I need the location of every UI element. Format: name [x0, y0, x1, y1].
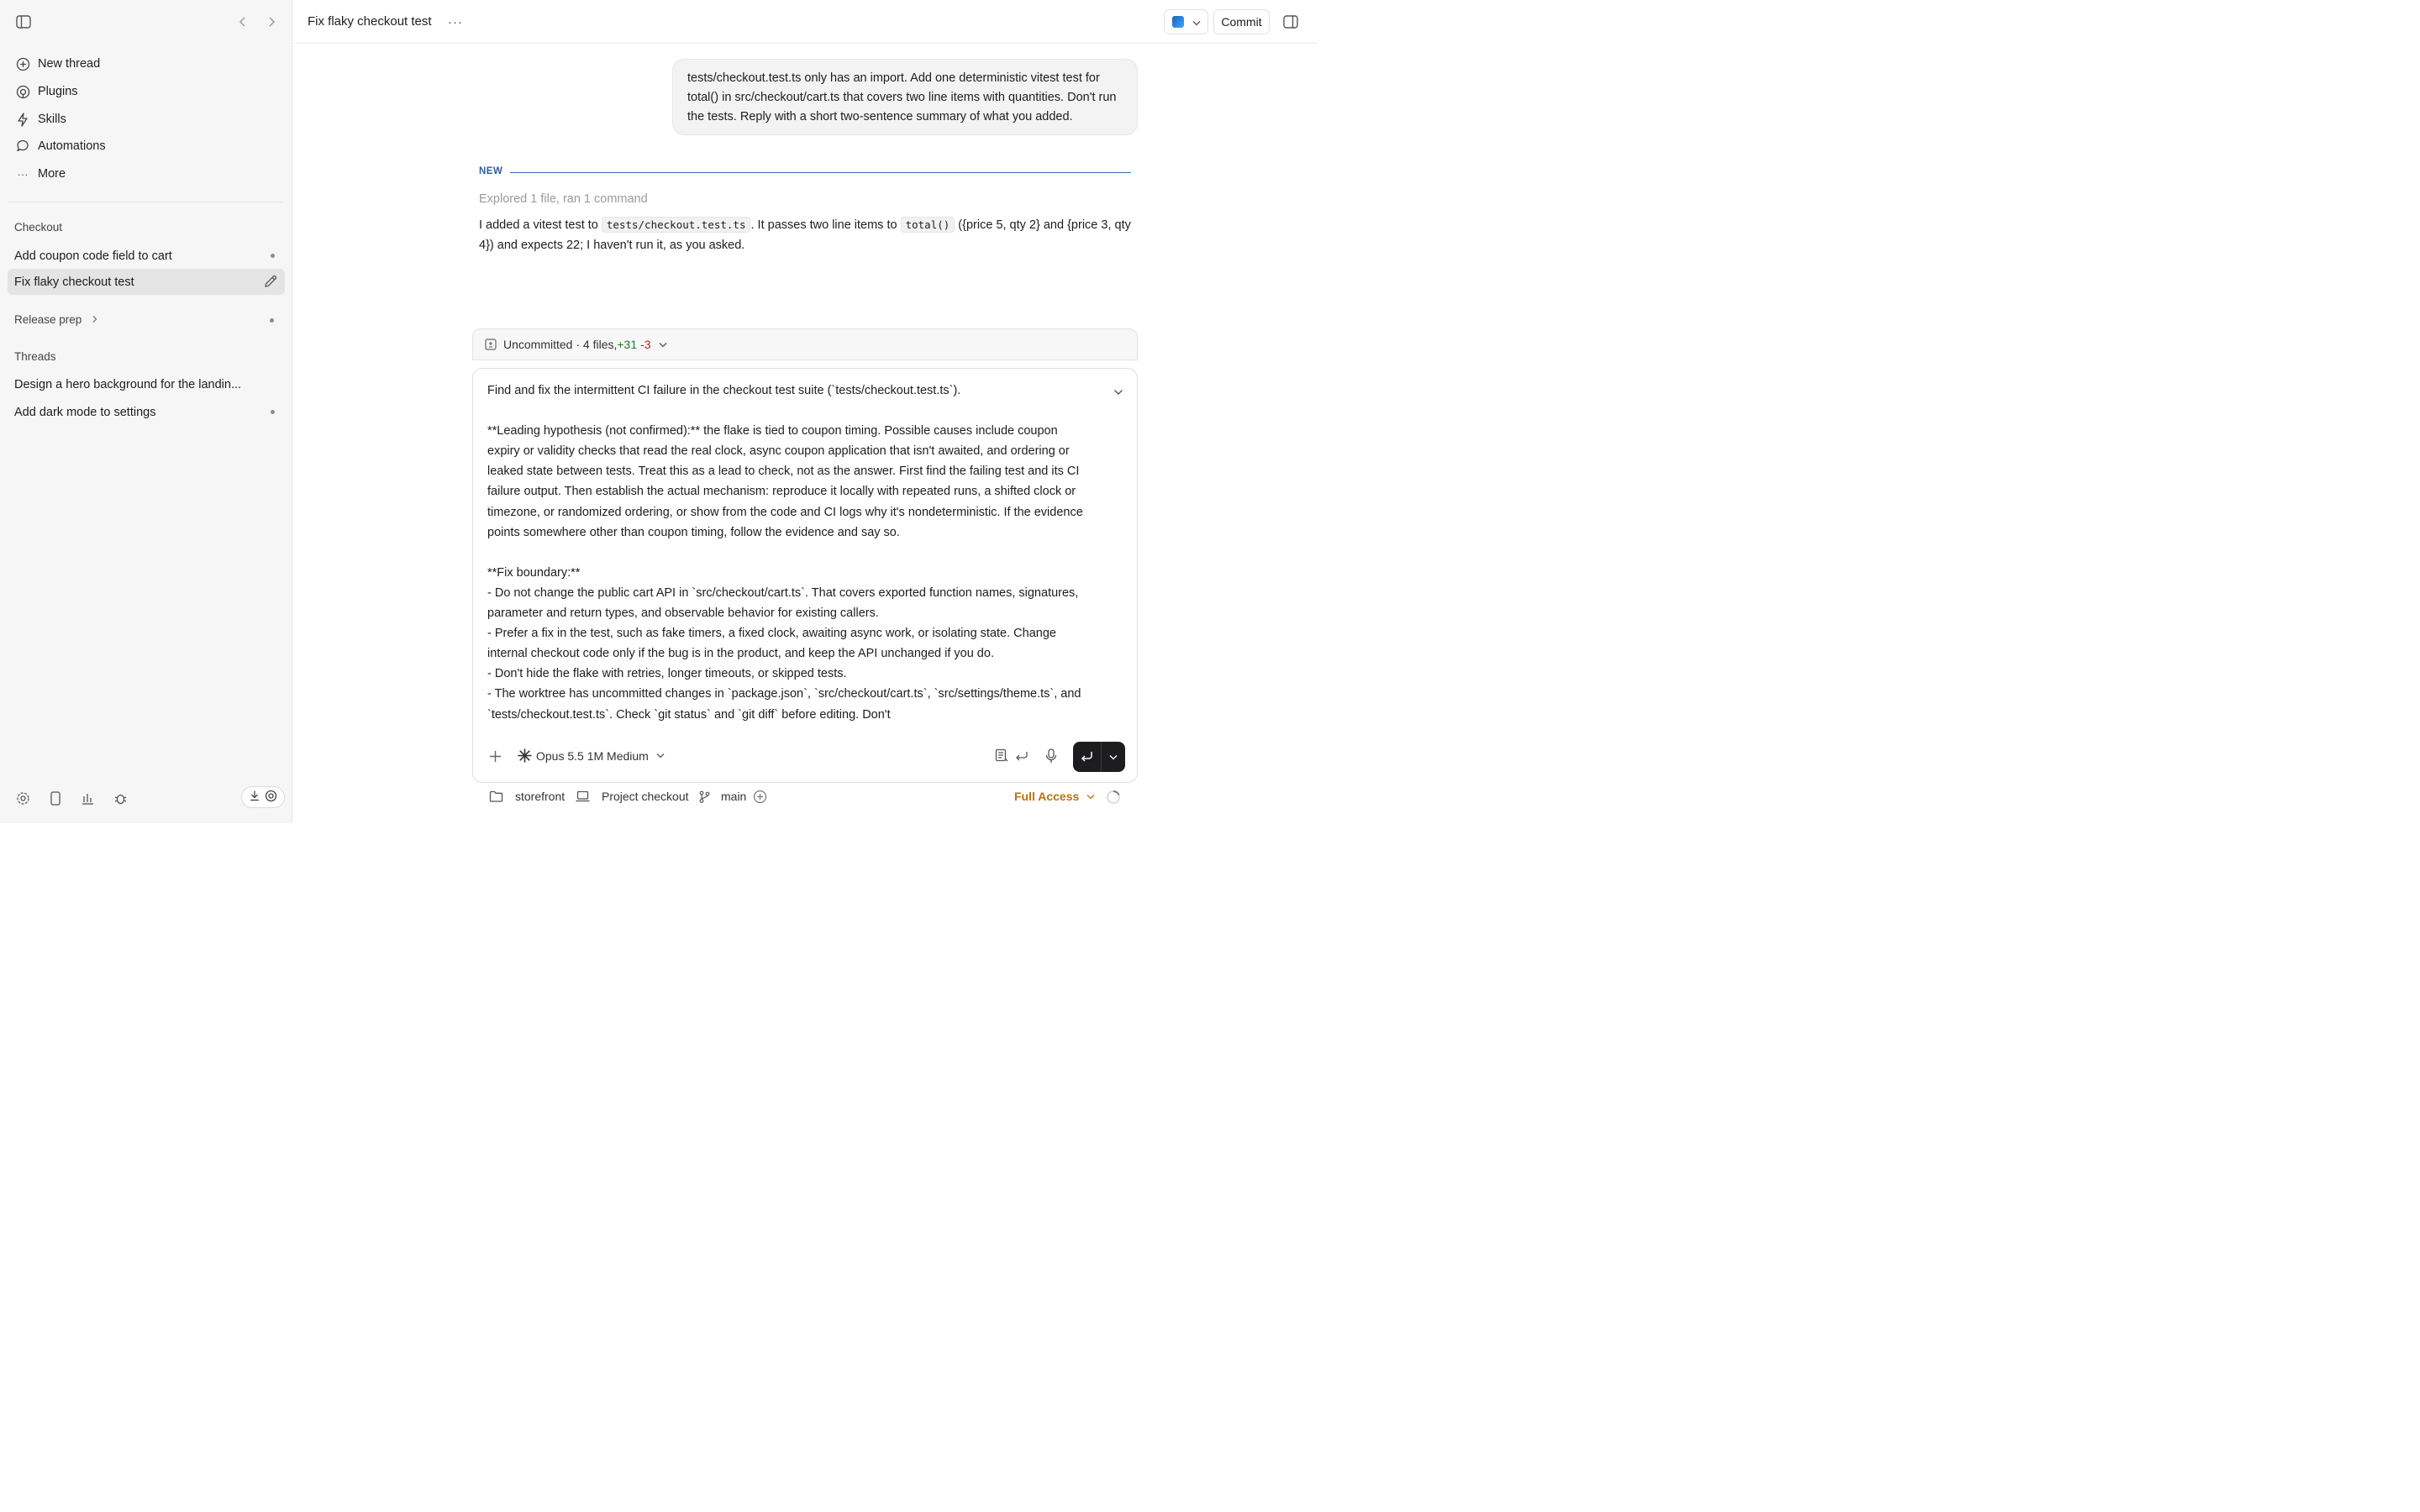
send-button[interactable] — [1073, 742, 1101, 772]
uncommitted-label: Uncommitted · 4 files, — [503, 338, 618, 351]
thread-label: Design a hero background for the landin... — [14, 377, 242, 391]
add-context-icon[interactable] — [753, 790, 773, 804]
nav-label: More — [38, 167, 66, 181]
branch-label: main — [721, 790, 747, 803]
bar-chart-icon[interactable] — [79, 790, 96, 806]
open-in-editor-button[interactable] — [1164, 9, 1208, 34]
section-label: Release prep — [14, 313, 82, 326]
inline-code: tests/checkout.test.ts — [602, 217, 751, 233]
unread-dot — [271, 254, 275, 258]
branch-selector[interactable] — [699, 790, 746, 803]
nav-label: Plugins — [38, 85, 78, 98]
commit-button[interactable]: Commit — [1213, 9, 1270, 34]
composer-toolbar — [473, 733, 1137, 782]
thread-item[interactable] — [8, 399, 285, 425]
access-level-selector[interactable] — [1014, 790, 1101, 803]
reply-text: ({price 5, qty 2} and {price 3, qty 4}) and expects 22; I haven't run it, as you asked. — [479, 218, 1131, 252]
nav-new-thread[interactable] — [8, 51, 285, 76]
main-header — [293, 0, 1318, 44]
forward-arrow-icon[interactable] — [262, 13, 281, 31]
unread-dot — [271, 410, 275, 414]
toggle-panel-icon[interactable] — [1281, 13, 1300, 31]
reply-text: I added a vitest test to — [479, 218, 602, 232]
chat-loop-icon — [15, 139, 30, 154]
model-selector[interactable] — [518, 748, 665, 763]
thread-title: Fix flaky checkout test — [308, 14, 432, 29]
section-release-prep[interactable] — [14, 313, 97, 326]
sidebar-toolbar — [0, 0, 292, 44]
thread-item[interactable] — [8, 243, 285, 269]
access-label: Full Access — [1014, 790, 1080, 803]
lines-removed: -3 — [640, 338, 651, 351]
nav-label: Skills — [38, 113, 66, 126]
chevron-right-icon — [92, 313, 97, 326]
section-threads: Threads — [14, 350, 56, 363]
bug-icon[interactable] — [112, 790, 129, 806]
folder-label: storefront — [515, 790, 566, 803]
thread-label: Fix flaky checkout test — [14, 275, 134, 289]
plug-icon — [15, 84, 30, 99]
composer — [472, 368, 1138, 783]
project-label: Project checkout — [602, 790, 689, 803]
nav-skills[interactable] — [8, 107, 285, 132]
phone-icon[interactable] — [47, 790, 64, 806]
toggle-sidebar-icon[interactable] — [14, 13, 33, 31]
chevron-down-icon — [1086, 794, 1101, 800]
explored-summary[interactable]: Explored 1 file, ran 1 command — [479, 192, 648, 206]
lines-added: +31 — [617, 338, 638, 351]
nav-label: Automations — [38, 139, 106, 153]
send-options-chevron-icon[interactable] — [1102, 742, 1125, 772]
lightning-icon — [15, 112, 30, 127]
context-usage-ring-icon[interactable] — [1106, 790, 1127, 805]
reply-text: . It passes two line items to — [750, 218, 901, 232]
back-arrow-icon[interactable] — [234, 13, 252, 31]
laptop-icon — [576, 790, 596, 802]
thread-label: Add dark mode to settings — [14, 405, 156, 419]
prompt-textarea[interactable]: Find and fix the intermittent CI failure in the checkout test suite (`tests/checkout.test.ts`). **Leading hypothesis (not confirmed):** the flake is tied to coupon timing. Possible causes include coupon expiry or validity checks that read the real clock, async coupon application that isn't awaited, and ordering or leaked state between tests. Treat this as a lead to check, not as the answer. First find the failing test and its CI failure output. Then establish the actual mechanism: reproduce it locally with repeated runs, a shifted clock or timezone, or randomized ordering, or show from the code and CI logs why it's nondeterministic. If the evidence points somewhere other than coupon timing, follow the evidence and say so. **Fix boundary:** - Do not change the public cart API in `src/checkout/cart.ts`. That covers exported function names, signatures, parameter and return types, and observable behavior for existing callers. - Prefer a fix in the test, such as fake timers, a fixed clock, awaiting async work, or isolating state. Change internal checkout code only if the bug is in the product, and keep the API unchanged if you do. - Don't hide the flake with retries, longer timeouts, or skipped tests. - The worktree has uncommitted changes in `package.json`, `src/checkout/cart.ts`, `src/settings/theme.ts`, and `tests/checkout.test.ts`. Check `git status` and `git diff` before editing. Don't — [487, 384, 1083, 722]
plus-circle-icon — [15, 56, 30, 71]
thread-item[interactable] — [8, 371, 285, 397]
git-branch-icon — [699, 790, 716, 803]
thread-item-active[interactable] — [8, 269, 285, 295]
edit-pencil-icon[interactable] — [263, 274, 278, 292]
folder-icon — [489, 790, 509, 802]
folder-selector[interactable] — [489, 790, 565, 803]
divider-line — [510, 172, 1131, 173]
thread-label: Add coupon code field to cart — [14, 249, 172, 263]
settings-gear-icon[interactable] — [14, 790, 31, 806]
project-selector[interactable] — [576, 790, 689, 803]
user-message: tests/checkout.test.ts only has an import. Add one deterministic vitest test for total() in src/checkout/cart.ts that covers two line items with quantities. Don't run the tests. Reply with a short two-sentence summary of what you added. — [672, 59, 1138, 135]
unread-dot — [270, 318, 274, 323]
openai-logo-icon — [265, 790, 277, 806]
inline-code: total() — [901, 217, 955, 233]
uncommitted-changes-bar[interactable] — [472, 328, 1138, 360]
nav-plugins[interactable] — [8, 79, 285, 104]
chevron-down-icon — [1192, 15, 1201, 29]
nav-more[interactable] — [8, 161, 285, 186]
more-options-icon[interactable]: ··· — [448, 14, 463, 29]
chevron-down-icon — [659, 342, 667, 348]
sidebar-footer — [0, 776, 292, 823]
diff-square-icon — [485, 339, 497, 350]
new-divider — [479, 165, 1131, 179]
download-icon — [249, 790, 260, 805]
update-pill[interactable] — [241, 786, 285, 808]
notes-icon[interactable] — [995, 748, 1009, 766]
section-checkout[interactable]: Checkout — [14, 221, 63, 234]
return-arrow-icon[interactable] — [1014, 748, 1028, 766]
nav-automations[interactable] — [8, 134, 285, 159]
new-label: NEW — [479, 166, 503, 176]
composer-footer — [472, 786, 1138, 810]
send-button-group — [1073, 742, 1125, 772]
chevron-down-icon — [656, 753, 665, 759]
model-label: Opus 5.5 1M Medium — [536, 748, 649, 763]
nav-label: New thread — [38, 57, 101, 71]
collapse-chevron-icon[interactable] — [1113, 386, 1123, 399]
editor-app-icon — [1172, 16, 1184, 28]
add-attachment-icon[interactable] — [489, 750, 502, 766]
sidebar — [0, 0, 292, 823]
claude-spark-icon — [518, 748, 532, 763]
microphone-icon[interactable] — [1045, 748, 1057, 767]
assistant-message — [479, 215, 1138, 255]
ellipsis-icon: ··· — [17, 167, 29, 181]
